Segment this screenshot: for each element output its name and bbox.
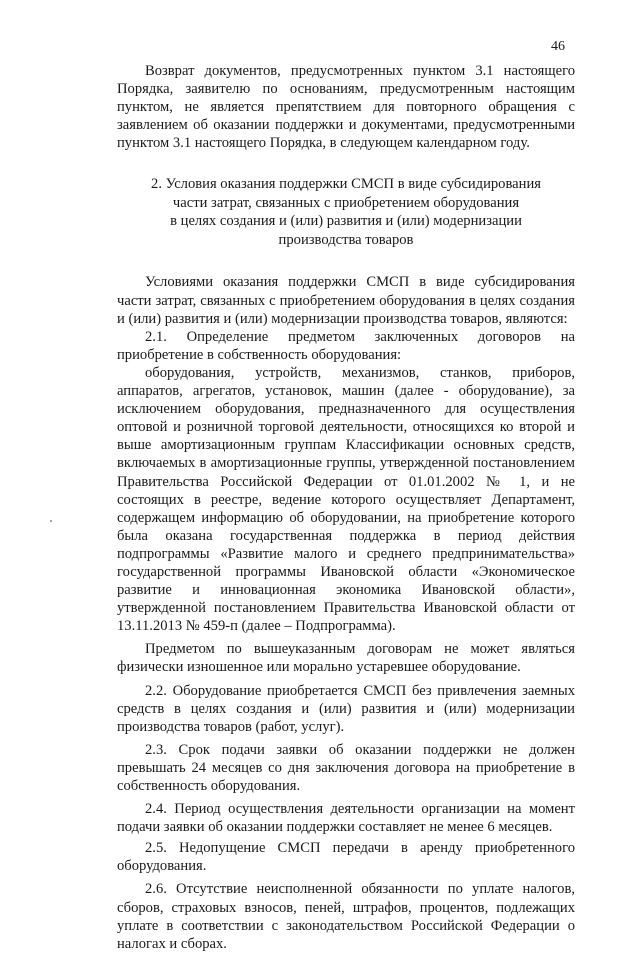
- section-heading-line: 2. Условия оказания поддержки СМСП в виде субсидирования: [151, 176, 541, 193]
- clause-2-6: 2.6. Отсутствие неисполненной обязанности по уплате налогов, сборов, страховых взносов, пеней, штрафов, процентов, подлежащих уплате в соответствии с законодательством Российской Федерации о налогах и сборах.: [117, 881, 575, 952]
- section-heading-line: в целях создания и (или) развития и (или) модернизации: [170, 213, 522, 230]
- intro-paragraph: Возврат документов, предусмотренных пунктом 3.1 настоящего Порядка, заявителю по основаниям, предусмотренным настоящим пунктом, не является препятствием для повторного обращения с заявлением об оказании поддержки и документами, предусмотренными пунктом 3.1 настоящего Порядка, в следующем календарном году.: [117, 63, 575, 152]
- equipment-definition: оборудования, устройств, механизмов, станков, приборов, аппаратов, агрегатов, установок, машин (далее - оборудование), за исключением оборудования, предназначенного для осуществления оптовой и розничной торговой деятельности, относящихся ко второй и выше амортизационным группам Классификации основных средств, включаемых в амортизационные группы, утвержденной постановлением Правительства Российской Федерации от 01.01.2002 № 1, и не состоящих в реестре, ведение которого осуществляет Департамент, содержащем информацию об оборудовании, на приобретение которого была оказана государственная поддержка в период действия подпрограммы «Развитие малого и среднего предпринимательства» государственной программы Ивановской области «Экономическое развитие и инновационная экономика Ивановской области», утвержденной постановлением Правительства Ивановской области от 13.11.2013 № 459-п (далее – Подпрограмма).: [117, 364, 575, 635]
- page-body: [117, 62, 575, 953]
- section-heading-line: производства товаров: [278, 231, 414, 248]
- section-heading-line: части затрат, связанных с приобретением оборудования: [172, 194, 520, 211]
- clause-2-3: 2.3. Срок подачи заявки об оказании поддержки не должен превышать 24 месяцев со дня заключения договора на приобретение в собственность оборудования.: [117, 741, 575, 794]
- scan-speck: [50, 520, 52, 522]
- equipment-restriction: Предметом по вышеуказанным договорам не может являться физически изношенное или морально устаревшее оборудование.: [117, 641, 575, 676]
- section-heading: [117, 175, 575, 249]
- clause-2-4: 2.4. Период осуществления деятельности организации на момент подачи заявки об оказании поддержки составляет не менее 6 месяцев.: [117, 801, 575, 836]
- clause-2-1: 2.1. Определение предметом заключенных договоров на приобретение в собственность оборудования:: [117, 328, 575, 363]
- clause-2-5: 2.5. Недопущение СМСП передачи в аренду приобретенного оборудования.: [117, 840, 575, 875]
- conditions-intro: Условиями оказания поддержки СМСП в виде субсидирования части затрат, связанных с приобретением оборудования в целях создания и (или) развития и (или) модернизации производства товаров, являются:: [117, 274, 575, 327]
- clause-2-2: 2.2. Оборудование приобретается СМСП без привлечения заемных средств в целях создания и (или) развития и (или) модернизации производства товаров (работ, услуг).: [117, 682, 575, 735]
- page-number: 46: [551, 39, 565, 54]
